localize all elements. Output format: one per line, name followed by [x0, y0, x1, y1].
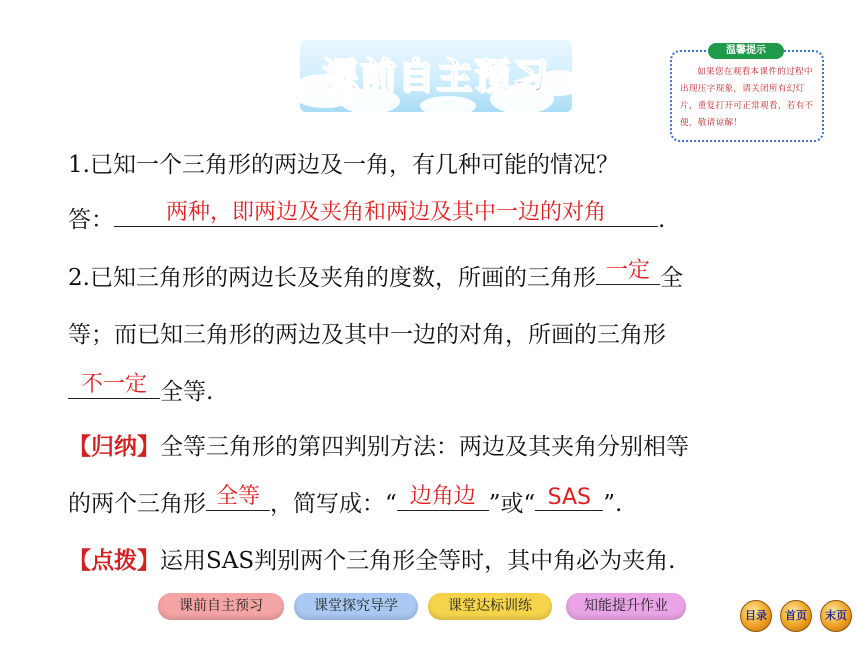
period: . [658, 207, 666, 233]
hint-label: 【点拨】 [68, 547, 160, 574]
summary-text: 全等三角形的第四判别方法：两边及其夹角分别相等 [160, 434, 689, 460]
answer-3b-text: 边角边 [409, 484, 476, 509]
nav-homework-button[interactable]: 知能提升作业 [566, 593, 686, 620]
answer-3c-text: SAS [547, 485, 591, 510]
home-button[interactable]: 首页 [780, 600, 812, 632]
summary-text: ”. [603, 491, 623, 517]
tip-title: 温馨提示 [708, 43, 784, 59]
answer-blank [596, 258, 660, 285]
question-2-line-2: 等；而已知三角形的两边及其中一边的对角，所画的三角形 [68, 322, 666, 348]
question-2-text: 2.已知三角形的两边长及夹角的度数，所画的三角形 [68, 265, 596, 291]
summary-line-1 [68, 428, 689, 461]
summary-text: ，简写成：“ [270, 491, 397, 517]
toc-button[interactable]: 目录 [740, 600, 772, 632]
nav-explore-button[interactable]: 课堂探究导学 [294, 593, 418, 620]
summary-line-2 [68, 484, 622, 518]
nav-preview-button[interactable]: 课前自主预习 [158, 593, 284, 620]
answer-blank [114, 200, 658, 227]
answer-blank [535, 484, 603, 511]
answer-blank [68, 372, 160, 399]
answer-1-text: 两种，即两边及夹角和两边及其中一边的对角 [165, 200, 606, 225]
summary-text: 的两个三角形 [68, 491, 206, 517]
last-page-button[interactable]: 末页 [820, 600, 852, 632]
hint-text: 运用SAS判别两个三角形全等时，其中角必为夹角. [160, 548, 676, 574]
answer-2a-text: 一定 [605, 258, 650, 283]
tip-text: 如果您在观看本课件的过程中出现压字现象，请关闭所有幻灯片，重复打开可正常观看，若有不便，敬请谅解！ [680, 67, 814, 128]
tip-box [670, 45, 824, 142]
summary-label: 【归纳】 [68, 433, 160, 460]
summary-text: ”或“ [488, 491, 536, 517]
answer-blank [206, 484, 270, 511]
answer-1-line [68, 200, 665, 234]
page-title: 课前自主预习 [321, 56, 550, 97]
question-1: 1.已知一个三角形的两边及一角，有几种可能的情况？ [68, 152, 619, 178]
question-2-text: 全等. [160, 379, 214, 405]
hint-line [68, 542, 675, 575]
question-2-line-1 [68, 258, 683, 292]
title-banner [300, 40, 572, 112]
answer-blank [397, 484, 489, 511]
answer-2b-text: 不一定 [80, 372, 147, 397]
question-2-line-3 [68, 372, 213, 406]
question-2-text: 全 [659, 265, 683, 291]
nav-practice-button[interactable]: 课堂达标训练 [428, 593, 552, 620]
answer-prefix: 答： [68, 207, 114, 233]
answer-3a-text: 全等 [215, 484, 260, 509]
